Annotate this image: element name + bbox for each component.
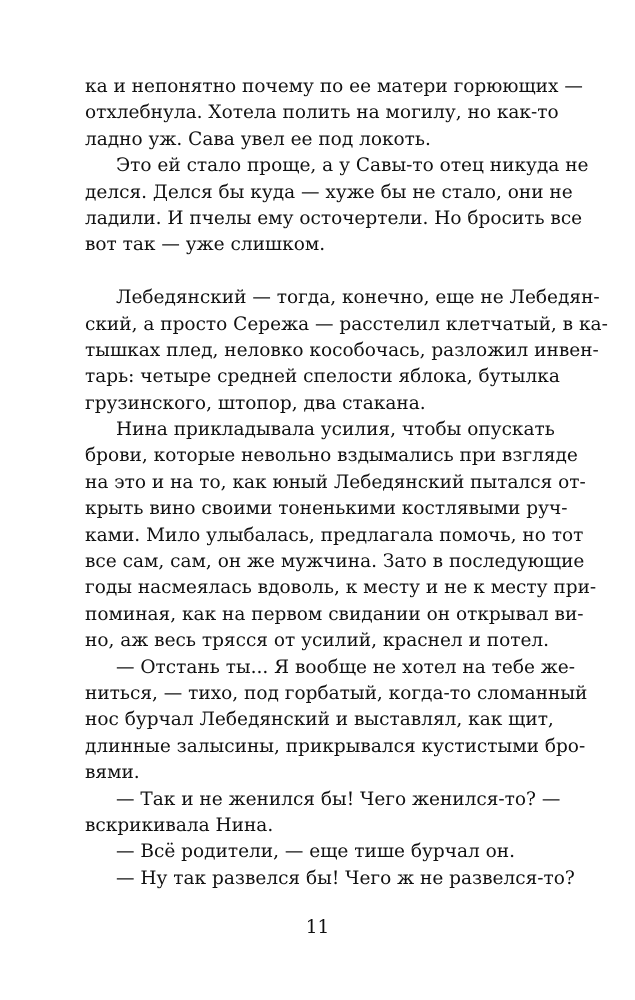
page-number: 11 <box>305 917 330 938</box>
text-line: но, аж весь трясся от усилий, краснел и потел. <box>85 630 550 652</box>
text-line: Это ей стало проще, а у Савы-то отец никуда не <box>116 155 589 177</box>
text-line: на это и на то, как юный Лебедянский пытался от- <box>85 471 586 493</box>
blank-line <box>85 259 635 285</box>
page-text <box>85 74 635 892</box>
text-line: ка и непонятно почему по ее матери горюющих — <box>85 76 583 97</box>
text-line: ками. Мило улыбалась, предлагала помочь, но тот <box>85 524 584 546</box>
text-line: отхлебнула. Хотела полить на могилу, но как-то <box>85 102 559 124</box>
text-line: ский, а просто Сережа — расстелил клетчатый, в ка- <box>85 313 608 335</box>
text-line: длинные залысины, прикрывался кустистыми бро- <box>85 735 586 757</box>
text-line: нос бурчал Лебедянский и выставлял, как щит, <box>85 709 554 731</box>
text-line: Нина прикладывала усилия, чтобы опускать <box>116 419 555 441</box>
text-line: брови, которые невольно вздымались при взгляде <box>85 445 578 467</box>
text-line: поминая, как на первом свидании он открывал ви- <box>85 603 584 625</box>
text-line: вскрикивала Нина. <box>85 814 274 836</box>
text-line: делся. Делся бы куда — хуже бы не стало, они не <box>85 181 573 203</box>
text-line: годы насмеялась вдоволь, к месту и не к месту при- <box>85 577 597 599</box>
text-line: тарь: четыре средней спелости яблока, бутылка <box>85 366 560 388</box>
text-line: ладили. И пчелы ему осточертели. Но бросить все <box>85 207 583 229</box>
text-line: тышках плед, неловко кособочась, разложил инвен- <box>85 339 599 361</box>
text-line: — Всё родители, — еще тише бурчал он. <box>116 841 515 863</box>
text-line: — Ну так развелся бы! Чего ж не развелся-то? <box>116 867 575 889</box>
text-line: ниться, — тихо, под горбатый, когда-то сломанный <box>85 682 588 704</box>
text-line: ладно уж. Сава увел ее под локоть. <box>85 128 431 150</box>
text-line: вями. <box>85 762 140 784</box>
text-line: все сам, сам, он же мужчина. Зато в последующие <box>85 551 585 573</box>
text-line: грузинского, штопор, два стакана. <box>85 392 426 414</box>
text-line: Лебедянский — тогда, конечно, еще не Лебедян- <box>116 287 600 309</box>
text-line: крыть вино своими тоненькими костлявыми руч- <box>85 498 568 520</box>
text-line: — Отстань ты... Я вообще не хотел на тебе же- <box>116 656 576 678</box>
text-line: — Так и не женился бы! Чего женился-то? — <box>116 788 561 810</box>
text-line: вот так — уже слишком. <box>85 234 326 256</box>
